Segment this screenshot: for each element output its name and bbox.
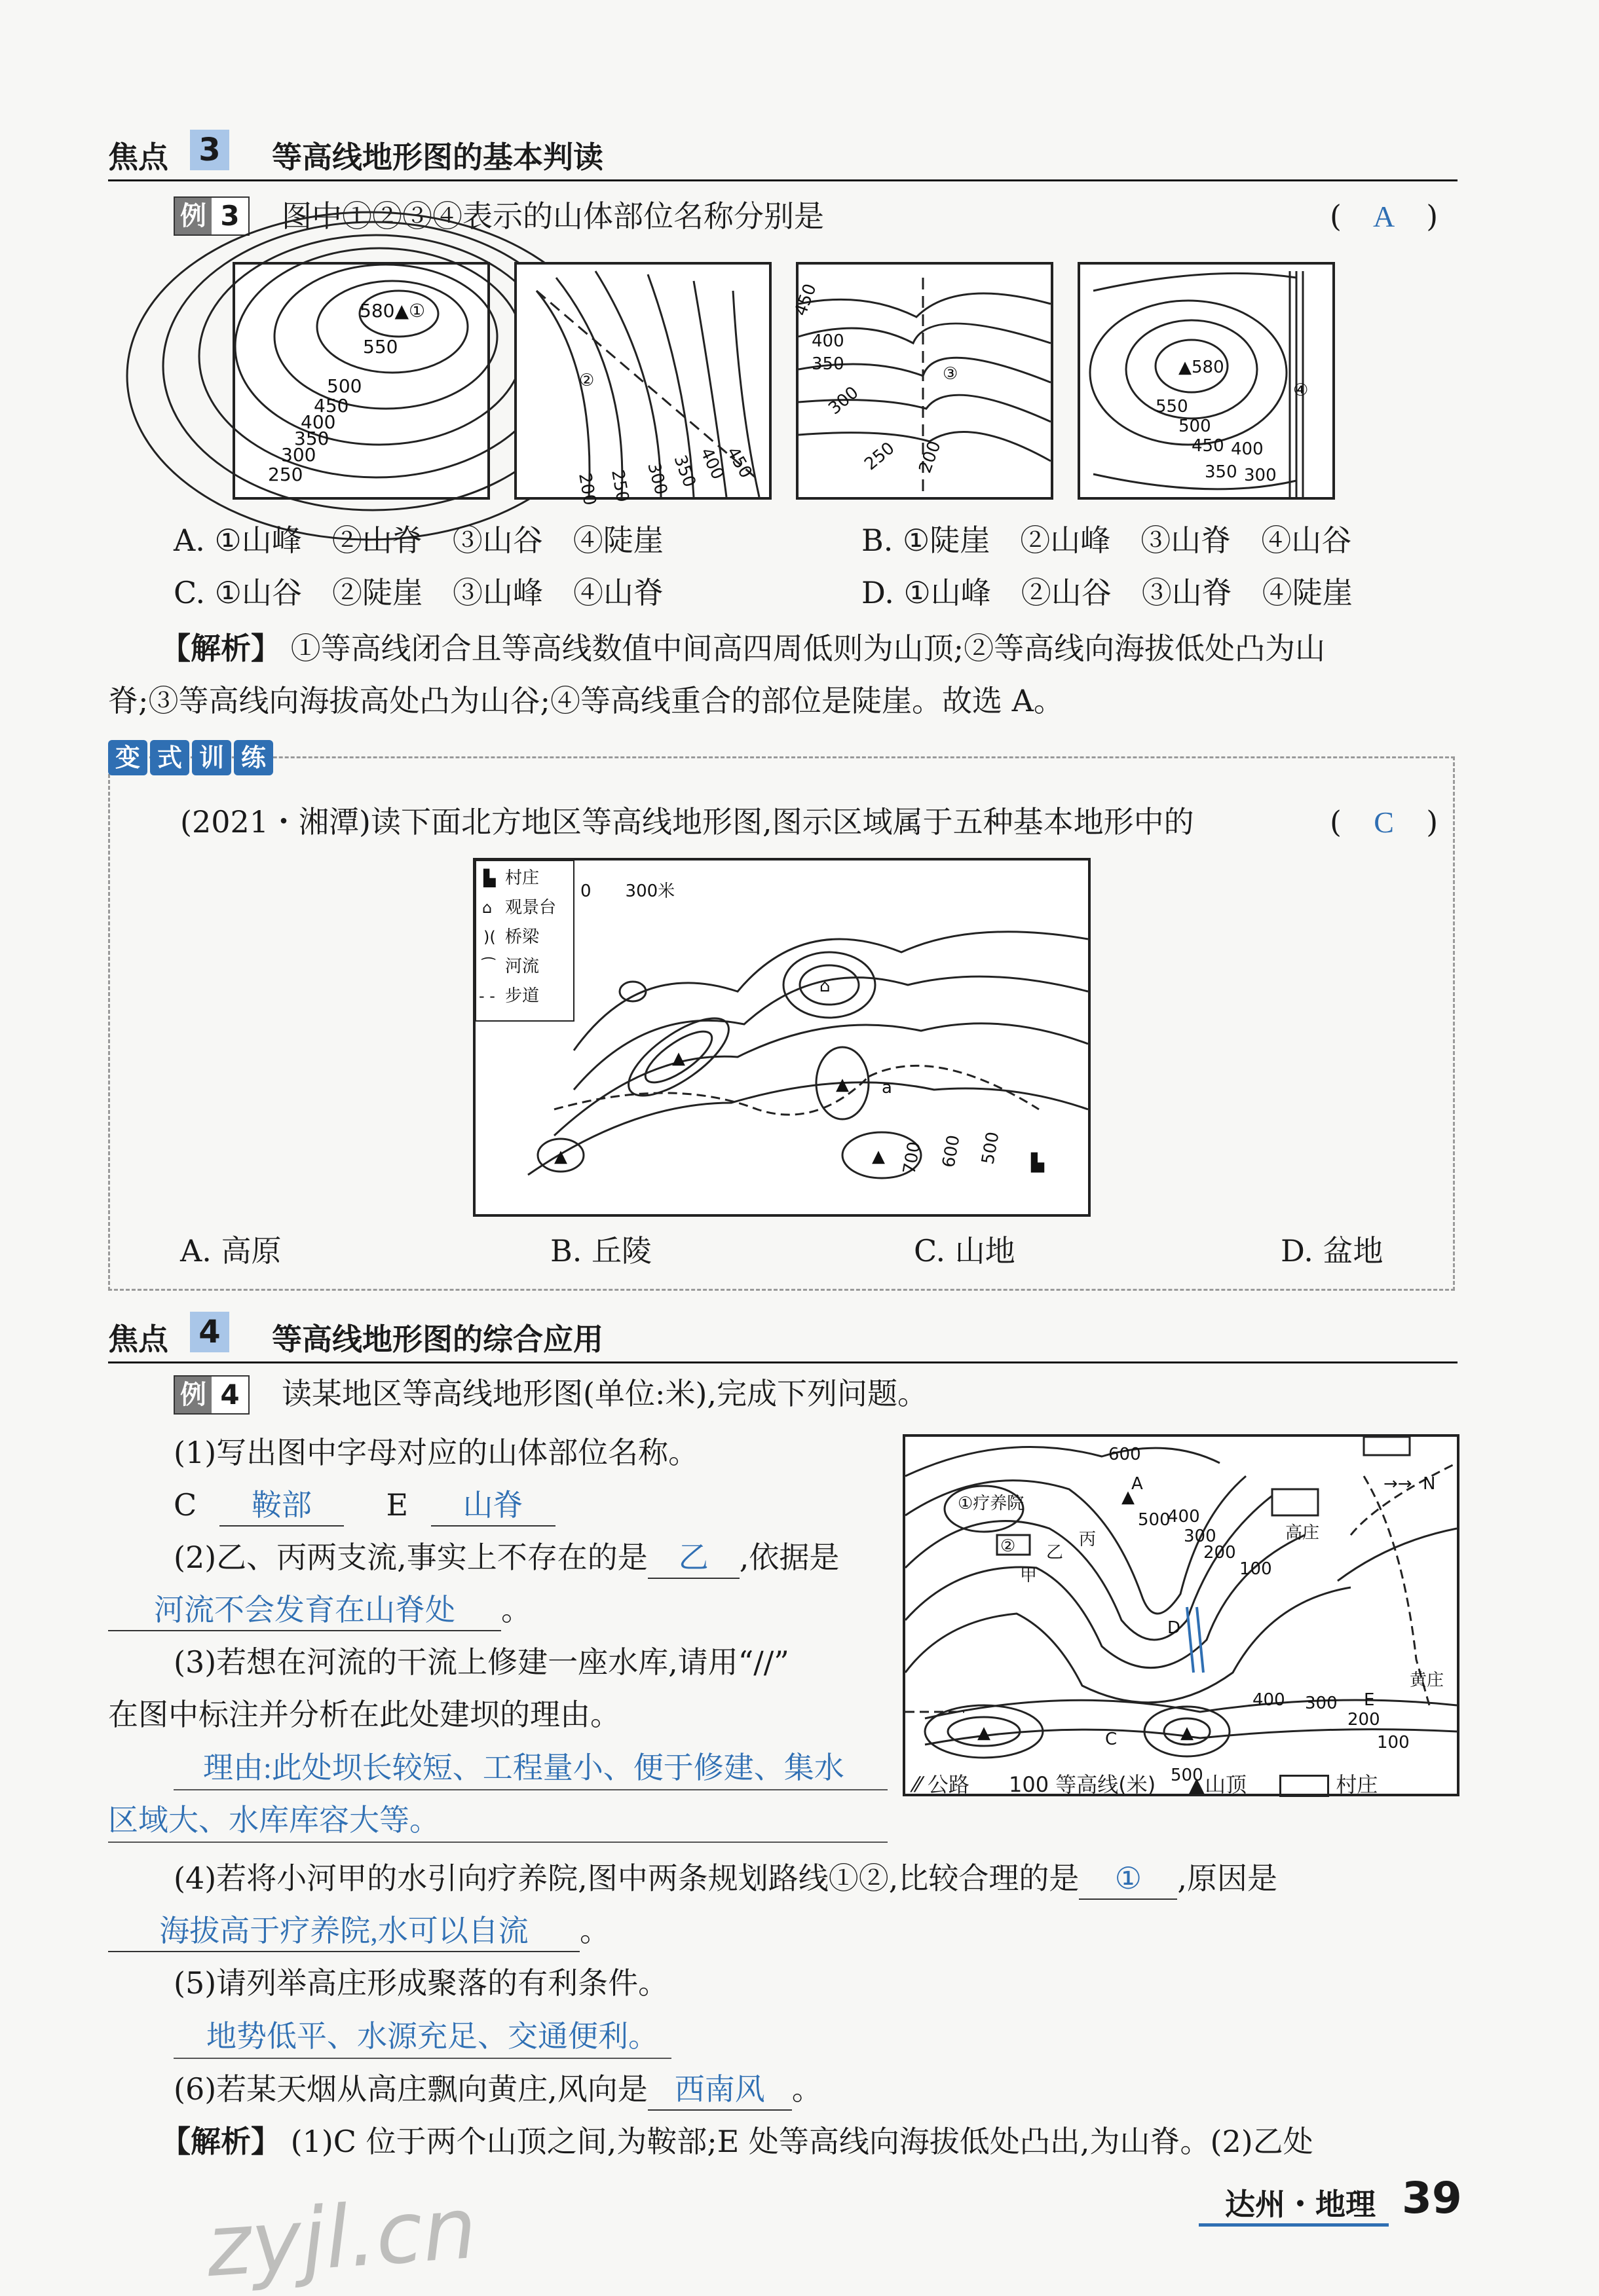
- map4-label: 400: [1231, 439, 1264, 459]
- map1-label: 500: [327, 375, 362, 397]
- ex4-map-label: D: [1167, 1618, 1181, 1638]
- example4-q4-reason: 海拔高于疗养院,水可以自流 。: [108, 1911, 610, 1952]
- example4-question: 读某地区等高线地形图(单位:米),完成下列问题。: [282, 1376, 928, 1411]
- map3-label: 250: [861, 438, 899, 475]
- map2-label: 250: [607, 468, 633, 504]
- contour-map-4: [1078, 262, 1335, 500]
- example4-tag: [174, 1375, 250, 1415]
- example4-map-legend: ⁄⁄ 公路 100 等高线(米) ▲山顶 村庄: [914, 1772, 1378, 1797]
- scale-bar: 0 300米: [580, 881, 675, 901]
- example3-option-b: B. ①陡崖 ②山峰 ③山脊 ④山谷: [861, 523, 1352, 558]
- example4-map-svg: [905, 1437, 1457, 1794]
- example3-answer-paren: ( A ): [1330, 196, 1438, 236]
- page-number: 39: [1402, 2173, 1462, 2223]
- focus-label: 焦点: [108, 139, 168, 175]
- map4-label: 450: [1192, 436, 1224, 456]
- ex4-map-label: 300: [1305, 1694, 1338, 1713]
- map3-label: 300: [825, 382, 863, 419]
- map1-label: 550: [363, 336, 398, 358]
- variant-option-a: A. 高原: [180, 1233, 282, 1268]
- focus-title: 等高线地形图的综合应用: [272, 1322, 603, 1357]
- legend-river-icon: ⁀: [482, 957, 495, 976]
- example4-q3b: 在图中标注并分析在此处建坝的理由。: [108, 1697, 620, 1732]
- map1-label: 580▲①: [360, 300, 426, 322]
- map2-label: 400: [696, 445, 728, 483]
- answer-line: [174, 2058, 671, 2059]
- ex4-map-label: 200: [1203, 1543, 1236, 1563]
- footer-underline: [1199, 2223, 1389, 2227]
- contour-map-2: [514, 262, 772, 508]
- answer-c: 鞍部: [219, 1486, 344, 1527]
- legend-river: 河流: [505, 957, 540, 976]
- answer-q6: 西南风: [648, 2070, 792, 2111]
- map3-label: 350: [812, 354, 844, 374]
- example4-q5: (5)请列举高庄形成聚落的有利条件。: [174, 1965, 669, 2001]
- map1-label: 350: [294, 428, 329, 449]
- variant-option-b: B. 丘陵: [550, 1233, 652, 1268]
- variant-contour-label: 700: [899, 1140, 925, 1176]
- village-symbol: ▙: [1031, 1153, 1044, 1173]
- peak-symbol: ▲: [836, 1075, 849, 1094]
- example4-contour-map: [903, 1434, 1459, 1796]
- peak-symbol: ▲: [872, 1147, 885, 1166]
- example3-option-c: C. ①山谷 ②陡崖 ③山峰 ④山脊: [174, 575, 664, 610]
- ex4-map-label: ②: [1000, 1536, 1016, 1556]
- example4-analysis: 【解析】 (1)C 位于两个山顶之间,为鞍部;E 处等高线向海拔低处凸出,为山脊。(2)乙处: [160, 2124, 1313, 2159]
- map4-label: ④: [1293, 380, 1309, 400]
- ex4-map-label: 500: [1171, 1766, 1203, 1785]
- map2-label: 300: [643, 460, 671, 497]
- ex4-map-label: N: [1423, 1474, 1436, 1494]
- focus-label: 焦点: [108, 1322, 168, 1357]
- variant-option-d: D. 盆地: [1281, 1233, 1383, 1268]
- variant-tag: 变 式 训 练: [108, 740, 273, 775]
- peak-symbol: ▲: [554, 1147, 567, 1166]
- example-tag-label: 例: [175, 198, 212, 234]
- peak-symbol: ▲: [1121, 1487, 1135, 1507]
- ex4-map-label: 600: [1108, 1445, 1141, 1464]
- legend-bridge: 桥梁: [505, 927, 540, 947]
- village-legend-icon: [1279, 1775, 1329, 1797]
- watermark: zyjl.cn: [203, 2177, 480, 2296]
- example-tag-number: 3: [212, 198, 248, 234]
- example-tag-number: 4: [212, 1377, 248, 1413]
- map1-label: 300: [281, 444, 316, 466]
- map4-label: 300: [1244, 466, 1277, 485]
- legend-observatory: 观景台: [505, 898, 557, 917]
- variant-contour-map: [473, 858, 1091, 1217]
- example4-q1-answers: C 鞍部 E 山脊: [174, 1485, 555, 1527]
- analysis-tag: 【解析】: [160, 2124, 281, 2159]
- map4-label: 500: [1178, 417, 1211, 436]
- ex4-map-label: A: [1131, 1474, 1143, 1494]
- legend-village-icon: ▙: [483, 869, 496, 887]
- variant-contour-label: 600: [939, 1134, 964, 1170]
- ex4-map-label: 500: [1138, 1510, 1171, 1530]
- ex4-map-label: 丙: [1079, 1530, 1097, 1549]
- example4-q5-answer: 地势低平、水源充足、交通便利。: [206, 2020, 658, 2053]
- variant-point-a: a: [882, 1078, 892, 1098]
- contour-map-4-svg: [1080, 265, 1332, 497]
- variant-question: (2021・湘潭)读下面北方地区等高线地形图,图示区域属于五种基本地形中的: [180, 804, 1194, 840]
- focus4-header: [108, 1306, 1458, 1363]
- map3-label: 450: [791, 281, 821, 319]
- map4-label: 350: [1205, 462, 1237, 482]
- peak-symbol: ▲: [1180, 1723, 1194, 1743]
- example4-q2-reason: 河流不会发育在山脊处 。: [108, 1590, 531, 1631]
- legend-observatory-icon: ⌂: [482, 898, 493, 917]
- answer-line: [174, 1789, 888, 1790]
- ex4-map-label: 300: [1184, 1527, 1216, 1546]
- peak-symbol: ▲: [672, 1048, 685, 1068]
- example4-q1: (1)写出图中字母对应的山体部位名称。: [174, 1435, 699, 1470]
- map3-label: 200: [915, 438, 945, 476]
- ex4-map-label: 200: [1347, 1710, 1380, 1730]
- legend-trail: 步道: [505, 986, 540, 1006]
- contour-map-1-svg: [235, 265, 487, 497]
- example-tag-label: 例: [175, 1377, 212, 1413]
- map3-label: 400: [812, 331, 844, 351]
- ex4-map-label: 100: [1377, 1733, 1410, 1752]
- example4-q3-answer2: 区域大、水库库容大等。: [108, 1804, 440, 1837]
- focus-title: 等高线地形图的基本判读: [272, 139, 603, 175]
- contour-map-3: [791, 262, 1053, 500]
- example3-analysis-line2: 脊;③等高线向海拔高处凸为山谷;④等高线重合的部位是陡崖。故选 A。: [108, 683, 1064, 718]
- contour-map-3-svg: [791, 265, 1051, 497]
- answer-q4: ①: [1079, 1859, 1177, 1900]
- ex4-map-label: C: [1105, 1730, 1118, 1749]
- variant-contour-label: 500: [978, 1130, 1004, 1166]
- focus-number: 4: [190, 1312, 229, 1352]
- observatory-symbol: ⌂: [819, 976, 831, 996]
- map1-label: 450: [314, 395, 349, 417]
- contour-map-2-svg: [517, 265, 769, 508]
- map4-label: 550: [1156, 397, 1188, 417]
- example4-q2: (2)乙、丙两支流,事实上不存在的是 乙 ,依据是: [174, 1538, 839, 1579]
- road-legend-icon: ⁄⁄: [914, 1772, 921, 1797]
- variant-answer: C: [1374, 805, 1394, 839]
- example3-answer: A: [1372, 200, 1395, 233]
- ex4-map-label: 400: [1252, 1690, 1285, 1710]
- map1-label: 400: [301, 411, 336, 433]
- example4-q3-answer1: 理由:此处坝长较短、工程量小、便于修建、集水: [203, 1751, 844, 1785]
- footer-region: 达州・地理: [1225, 2187, 1376, 2222]
- answer-q4-reason: 海拔高于疗养院,水可以自流: [108, 1912, 580, 1952]
- map2-label: ②: [579, 371, 595, 390]
- example4-q4: (4)若将小河甲的水引向疗养院,图中两条规划路线①②,比较合理的是 ① ,原因是: [174, 1859, 1277, 1900]
- legend-bridge-icon: )(: [483, 928, 496, 946]
- contour-map-1: [233, 262, 490, 500]
- analysis-tag: 【解析】: [160, 631, 281, 666]
- peak-symbol: ▲: [977, 1723, 990, 1743]
- answer-e: 山脊: [431, 1486, 555, 1527]
- example3-option-d: D. ①山峰 ②山谷 ③山脊 ④陡崖: [861, 575, 1353, 610]
- ex4-map-label: E: [1364, 1690, 1375, 1710]
- ex4-map-label: 甲: [1020, 1566, 1038, 1585]
- example4-q6: (6)若某天烟从高庄飘向黄庄,风向是 西南风 。: [174, 2069, 822, 2111]
- example4-q3a: (3)若想在河流的干流上修建一座水库,请用“//”: [174, 1644, 789, 1680]
- example3-analysis-line1: 【解析】 ①等高线闭合且等高线数值中间高四周低则为山顶;②等高线向海拔低处凸为山: [160, 631, 1326, 666]
- focus3-header: [108, 124, 1458, 181]
- example3-option-a: A. ①山峰 ②山脊 ③山谷 ④陡崖: [174, 523, 664, 558]
- map2-label: 350: [669, 453, 700, 491]
- north-arrow-icon: →→: [1383, 1474, 1412, 1494]
- answer-q2: 乙: [648, 1538, 740, 1579]
- example3-question: 图中①②③④表示的山体部位名称分别是: [282, 198, 824, 234]
- ex4-map-label: 100: [1239, 1559, 1272, 1579]
- map1-label: 250: [268, 464, 303, 485]
- map2-label: 450: [722, 443, 756, 482]
- ex4-map-label: 乙: [1046, 1543, 1064, 1563]
- ex4-map-label: 黄庄: [1410, 1671, 1444, 1690]
- map2-label: 200: [574, 472, 600, 508]
- legend-trail-icon: - -: [479, 987, 495, 1005]
- variant-map-svg: [476, 861, 1088, 1214]
- ex4-map-label: 400: [1167, 1507, 1200, 1527]
- answer-q2-reason: 河流不会发育在山脊处: [108, 1591, 501, 1631]
- ex4-map-label: ①疗养院: [958, 1494, 1025, 1513]
- example3-tag: [174, 196, 250, 236]
- map4-label: ▲580: [1178, 358, 1224, 377]
- ex4-map-label: 高庄: [1285, 1523, 1320, 1543]
- legend-village: 村庄: [505, 868, 540, 888]
- focus-number: 3: [190, 130, 229, 170]
- map3-label: ③: [943, 364, 958, 384]
- variant-answer-paren: ( C ): [1330, 802, 1438, 842]
- answer-line: [108, 1842, 888, 1843]
- variant-option-c: C. 山地: [914, 1233, 1015, 1268]
